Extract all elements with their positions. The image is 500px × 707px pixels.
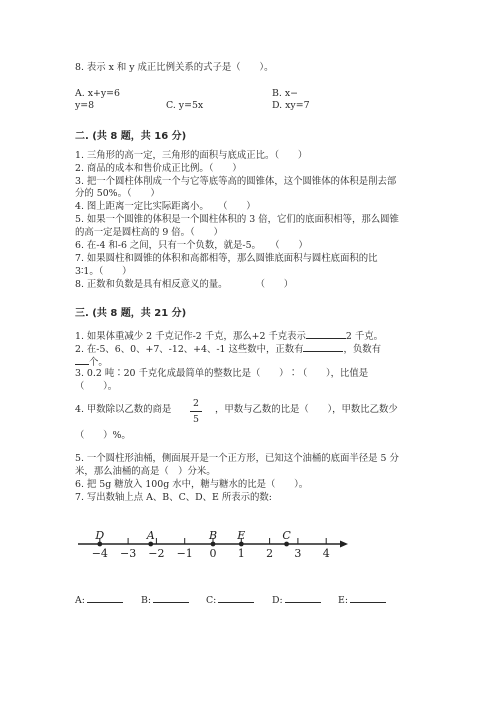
point-label: B	[208, 529, 218, 542]
number-line-point	[239, 542, 244, 547]
s2-line: 2. 商品的成本和售价成正比例。（ ）	[75, 163, 242, 174]
answer-c-blank[interactable]	[218, 593, 254, 603]
s3-q4-tail: ，甲数与乙数的比是（ ），甲数比乙数少	[215, 404, 398, 415]
q8-option-a: A. x+y=6	[75, 88, 120, 99]
s3-q6: 6. 把 5g 糖放入 100g 水中，糖与糖水的比是（ ）。	[75, 479, 309, 490]
s2-line: 的高一定是圆柱高的 9 倍。（ ）	[75, 227, 223, 238]
q8-option-d: D. xy=7	[272, 100, 310, 111]
answer-d-blank[interactable]	[285, 593, 321, 603]
s3-q3: 3. 0.2 吨∶20 千克化成最简单的整数比是（ ）∶（ ），比值是	[75, 368, 369, 379]
point-label: E	[237, 529, 246, 542]
axis-tick-label: 1	[237, 547, 245, 560]
s3-q2-text: 2. 在-5、6、0、+7、-12、+4、-1 这些数中，正数有	[75, 344, 304, 355]
s2-line: 分的 50%。（ ）	[75, 188, 160, 199]
number-line-point	[97, 542, 102, 547]
section-3-title: 三. (共 8 题，共 21 分)	[75, 308, 187, 319]
fraction-denominator: 5	[193, 414, 199, 425]
answer-e-label: E:	[338, 595, 349, 606]
s2-line: 8. 正数和负数是具有相反意义的量。 （ ）	[75, 279, 294, 290]
point-label: A	[146, 529, 155, 542]
s2-line: 3∶1。（ ）	[75, 266, 132, 277]
s2-line: 1. 三角形的高一定，三角形的面积与底成正比。（ ）	[75, 150, 308, 161]
s2-line: 5. 如果一个圆锥的体积是一个圆柱体积的 3 倍，它们的底面积相等，那么圆锥	[75, 214, 399, 225]
point-label: D	[95, 529, 105, 542]
answer-b	[141, 593, 189, 606]
answer-e	[338, 593, 386, 606]
s3-q2-mid: ，负数有	[343, 344, 381, 355]
s2-line: 6. 在-4 和-6 之间，只有一个负数，就是-5。 （ ）	[75, 240, 308, 251]
s3-q1-text: 1. 如果体重减少 2 千克记作-2 千克，那么+2 千克表示	[75, 331, 306, 342]
answer-c-label: C:	[206, 595, 217, 606]
q8-stem: 8. 表示 x 和 y 成正比例关系的式子是（ ）。	[75, 62, 274, 73]
number-line-point	[284, 542, 289, 547]
fraction-numerator: 2	[193, 398, 199, 409]
s2-line: 3. 把一个圆柱体削成一个与它等底等高的圆锥体，这个圆锥体的体积是削去部	[75, 176, 397, 187]
axis-tick-label: −3	[119, 547, 137, 560]
s3-q5-cont: 米，那么油桶的高是（ ）分米。	[75, 466, 216, 477]
axis-tick-label: 2	[266, 547, 274, 560]
answer-b-label: B:	[141, 595, 152, 606]
answer-d-label: D:	[272, 595, 283, 606]
q8-option-c: C. y=5x	[166, 100, 204, 111]
q8-option-b: B. x−	[272, 88, 298, 99]
axis-tick-label: 4	[322, 547, 330, 560]
s3-q5: 5. 一个圆柱形油桶，侧面展开是一个正方形，已知这个油桶的底面半径是 5 分	[75, 453, 399, 464]
axis-arrow-icon	[340, 541, 348, 548]
axis-tick-label: −2	[148, 547, 165, 560]
axis-tick-label: 0	[209, 547, 217, 560]
answer-d	[272, 593, 321, 606]
q8-option-b-cont: y=8	[75, 100, 95, 111]
s2-line: 4. 图上距离一定比实际距离小。 （ ）	[75, 201, 256, 212]
answer-a-label: A:	[75, 595, 85, 606]
answer-a-blank[interactable]	[87, 593, 123, 603]
s3-q2-tail: 个。	[89, 357, 108, 368]
number-line-point	[211, 542, 216, 547]
answer-b-blank[interactable]	[153, 593, 189, 603]
s3-q3-cont: （ ）。	[75, 381, 118, 392]
axis-tick-label: −4	[91, 547, 108, 560]
s3-q4-text: 4. 甲数除以乙数的商是	[75, 404, 172, 415]
s2-line: 7. 如果圆柱和圆锥的体积和高都相等，那么圆锥底面积与圆柱底面积的比	[75, 253, 378, 264]
answer-c	[206, 593, 254, 606]
section-2-title: 二. (共 8 题，共 16 分)	[75, 131, 187, 142]
s3-q4-cont: （ ）%。	[75, 430, 131, 441]
answer-e-blank[interactable]	[350, 593, 386, 603]
s3-q7: 7. 写出数轴上点 A、B、C、D、E 所表示的数:	[75, 492, 272, 503]
number-line-point	[148, 542, 153, 547]
axis-tick-label: 3	[294, 547, 302, 560]
answer-a	[75, 593, 123, 606]
point-label: C	[282, 529, 291, 542]
s3-q1-tail: 2 千克。	[345, 331, 383, 342]
axis-tick-label: −1	[176, 547, 193, 560]
